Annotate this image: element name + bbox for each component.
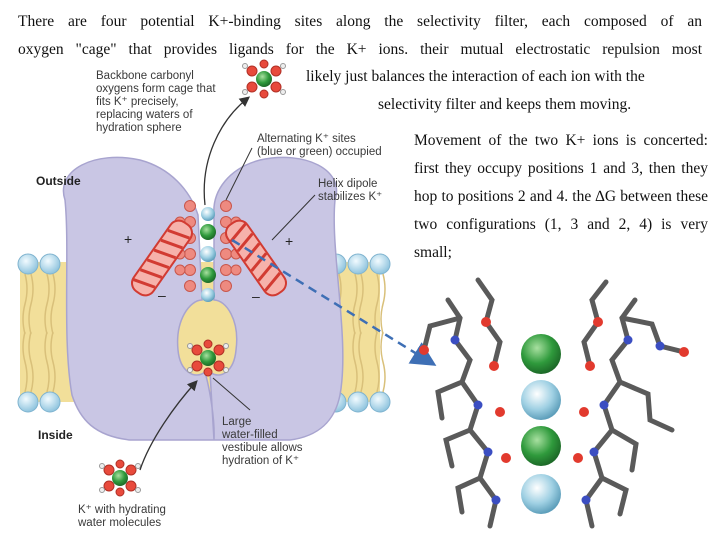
lipid-head [370, 254, 390, 274]
charge-minus-right: – [252, 288, 260, 304]
structure-ion-blue-2 [521, 474, 561, 514]
ion-site-2 [200, 224, 216, 240]
hydrated-ion-inside [100, 460, 141, 496]
lipid-head [370, 392, 390, 412]
lipid-head [40, 392, 60, 412]
label-backbone-carbonyl: Backbone carbonyl oxygens form cage that fits K⁺ precisely, replacing waters of hydration sphere [96, 70, 216, 134]
intro-line-3: likely just balances the interaction of each ion with the [306, 68, 645, 85]
label-inside: Inside [38, 428, 73, 442]
ion-site-5 [201, 288, 215, 302]
charge-plus-left: + [124, 231, 133, 247]
carbonyl-oxygen [185, 265, 196, 276]
charge-minus-left: – [158, 287, 166, 303]
movement-paragraph: Movement of the two K+ ions is concerted: first they occupy positions 1 and 3, then they hop to positions 2 and 4. the ∆G between these two configurations (1, 3 and 2, 4) is very small; [414, 132, 708, 261]
carbonyl-oxygen [185, 249, 196, 260]
carbonyl-oxygen [175, 265, 185, 275]
lipid-tail [381, 274, 385, 334]
carbonyl-oxygen [221, 201, 232, 212]
intro-line-2: oxygen "cage" that provides ligands for the K+ ions. their mutual electrostatic repulsion most [18, 41, 702, 58]
label-outside: Outside [36, 174, 81, 188]
lipid-head [18, 254, 38, 274]
structure-ion-blue-1 [521, 380, 561, 420]
ion-site-1 [201, 207, 215, 221]
structure-ion-green-2 [521, 426, 561, 466]
lipid-head [348, 254, 368, 274]
intro-line-4: selectivity filter and keeps them moving. [378, 96, 632, 113]
ion-site-4 [200, 267, 216, 283]
ion-site-3 [200, 246, 216, 262]
label-hydrating-water: K⁺ with hydrating water molecules [78, 504, 166, 529]
carbonyl-oxygen [221, 249, 232, 260]
label-helix-dipole: Helix dipole stabilizes K⁺ [318, 178, 383, 203]
label-vestibule: Large water-filled vestibule allows hydration of K⁺ [222, 416, 303, 467]
lipid-tail [381, 332, 385, 392]
lipid-head [40, 254, 60, 274]
carbonyl-oxygen [231, 265, 241, 275]
intro-line-1: There are four potential K+-binding sites along the selectivity filter, each composed of an [18, 13, 702, 30]
hydrated-ion-top [243, 60, 286, 98]
label-alternating-sites: Alternating K⁺ sites (blue or green) occupied [257, 133, 382, 158]
carbonyl-oxygen [185, 281, 196, 292]
lipid-head [348, 392, 368, 412]
carbonyl-oxygen [221, 265, 232, 276]
carbonyl-oxygen [221, 281, 232, 292]
carbonyl-oxygen [185, 201, 196, 212]
structure-ion-green-1 [521, 334, 561, 374]
charge-plus-right: + [285, 233, 294, 249]
lipid-head [18, 392, 38, 412]
